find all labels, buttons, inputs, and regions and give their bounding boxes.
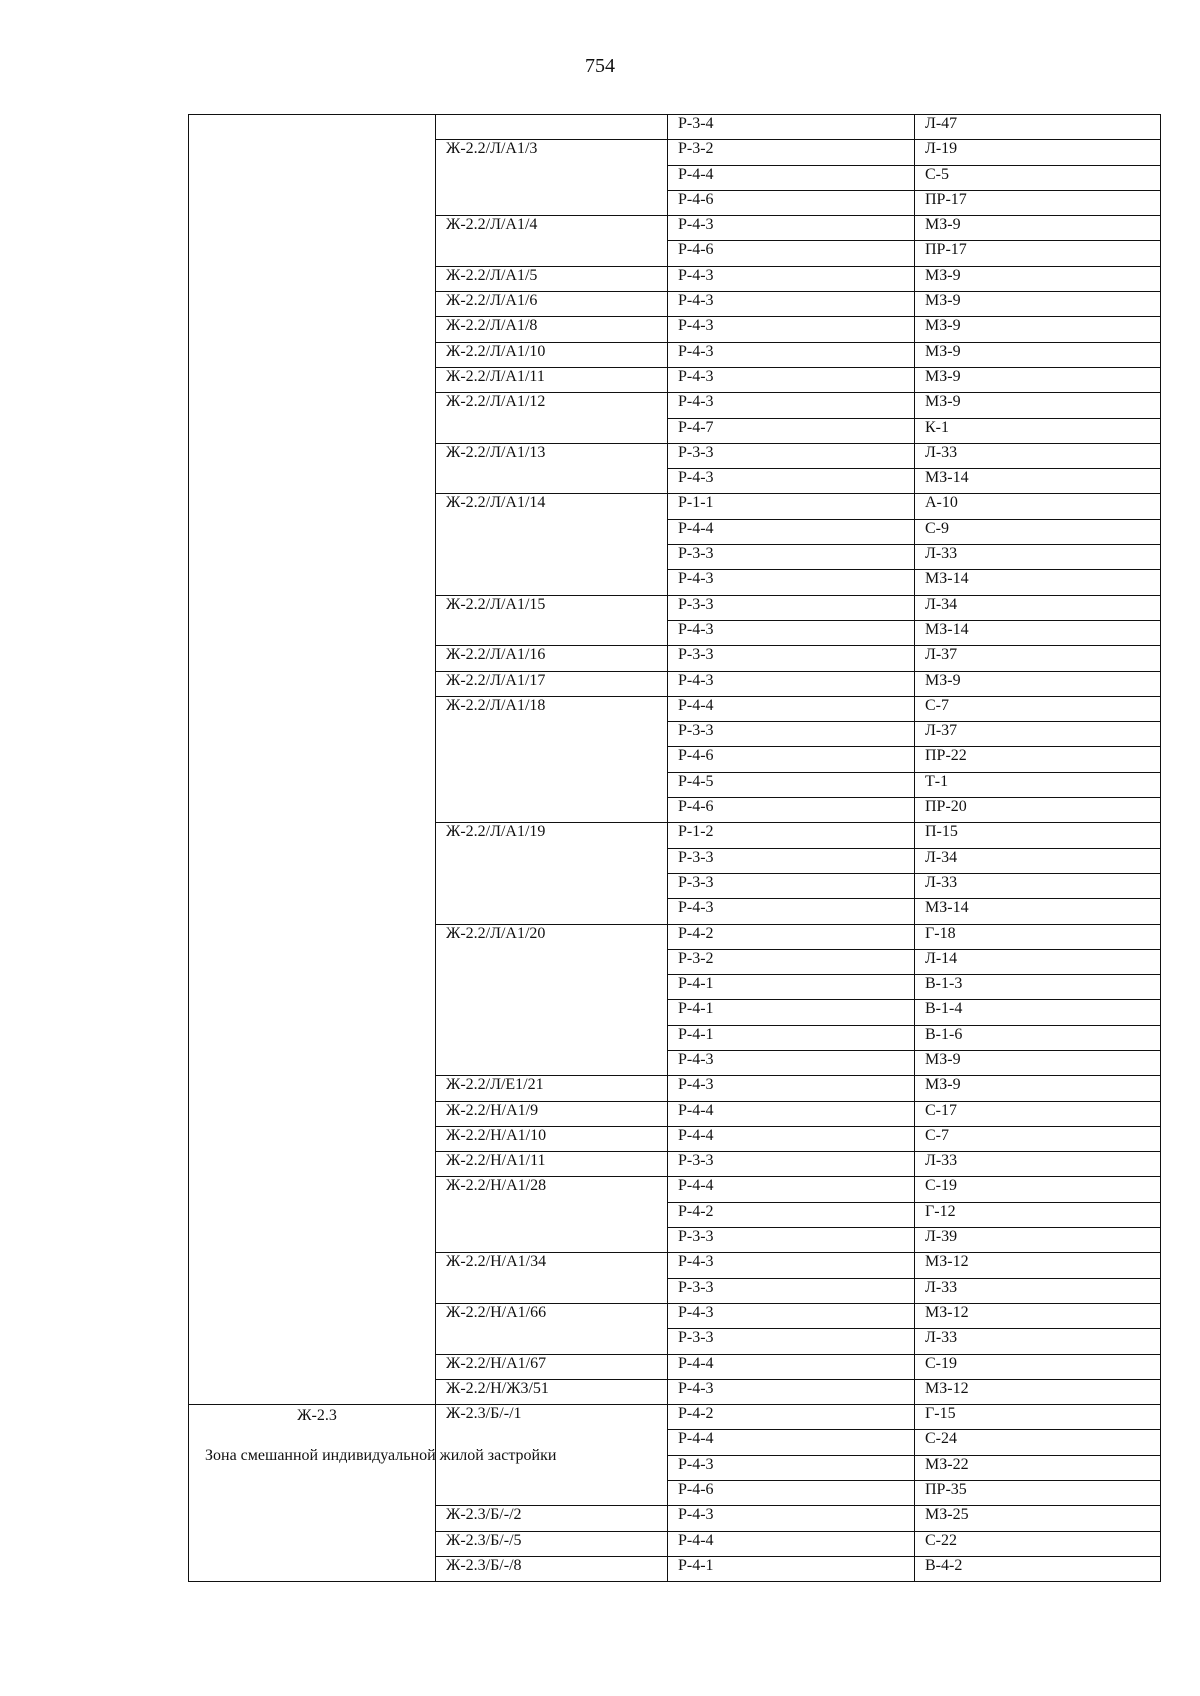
parameter-code-cell: Р-4-7	[668, 418, 915, 443]
object-code-cell: ПР-17	[915, 190, 1161, 215]
parameter-code-cell: Р-4-2	[668, 1405, 915, 1430]
object-code-cell: С-5	[915, 165, 1161, 190]
subzone-cell: Ж-2.2/Л/А1/5	[436, 266, 668, 291]
object-code-cell: Г-18	[915, 924, 1161, 949]
subzone-cell: Ж-2.2/Н/А1/9	[436, 1101, 668, 1126]
subzone-cell: Ж-2.2/Л/Е1/21	[436, 1076, 668, 1101]
parameter-code-cell: Р-4-3	[668, 393, 915, 418]
subzone-cell: Ж-2.2/Н/А1/67	[436, 1354, 668, 1379]
object-code-cell: Г-12	[915, 1202, 1161, 1227]
parameter-code-cell: Р-4-4	[668, 696, 915, 721]
subzone-cell: Ж-2.3/Б/-/2	[436, 1506, 668, 1531]
subzone-cell: Ж-2.2/Л/А1/8	[436, 317, 668, 342]
object-code-cell: МЗ-12	[915, 1379, 1161, 1404]
object-code-cell: МЗ-14	[915, 899, 1161, 924]
parameter-code-cell: Р-4-6	[668, 241, 915, 266]
zone-code: Ж-2.3	[297, 1407, 337, 1425]
zone-name: Зона смешанной индивидуальной жилой застройки	[205, 1447, 557, 1465]
zoning-table-body	[189, 115, 1161, 1582]
subzone-cell: Ж-2.2/Л/А1/3	[436, 140, 668, 216]
parameter-code-cell: Р-4-1	[668, 975, 915, 1000]
parameter-code-cell: Р-4-3	[668, 367, 915, 392]
parameter-code-cell: Р-4-4	[668, 1430, 915, 1455]
parameter-code-cell: Р-4-6	[668, 747, 915, 772]
page-number: 754	[585, 55, 615, 77]
object-code-cell: МЗ-9	[915, 342, 1161, 367]
object-code-cell: МЗ-9	[915, 1076, 1161, 1101]
object-code-cell: Т-1	[915, 772, 1161, 797]
parameter-code-cell: Р-3-3	[668, 1278, 915, 1303]
object-code-cell: В-1-3	[915, 975, 1161, 1000]
object-code-cell: Л-33	[915, 1329, 1161, 1354]
object-code-cell: С-19	[915, 1177, 1161, 1202]
parameter-code-cell: Р-4-4	[668, 1531, 915, 1556]
table-row	[189, 115, 1161, 140]
object-code-cell: Л-33	[915, 1152, 1161, 1177]
zoning-table	[188, 114, 1161, 1582]
object-code-cell: Л-14	[915, 949, 1161, 974]
parameter-code-cell: Р-3-3	[668, 1329, 915, 1354]
object-code-cell: ПР-22	[915, 747, 1161, 772]
parameter-code-cell: Р-4-6	[668, 798, 915, 823]
subzone-cell: Ж-2.2/Н/А1/28	[436, 1177, 668, 1253]
parameter-code-cell: Р-4-2	[668, 924, 915, 949]
object-code-cell: С-17	[915, 1101, 1161, 1126]
parameter-code-cell: Р-4-3	[668, 1076, 915, 1101]
parameter-code-cell: Р-3-3	[668, 1228, 915, 1253]
subzone-cell: Ж-2.2/Л/А1/18	[436, 696, 668, 822]
object-code-cell: С-7	[915, 696, 1161, 721]
subzone-cell: Ж-2.3/Б/-/1	[436, 1405, 668, 1506]
parameter-code-cell: Р-4-1	[668, 1556, 915, 1581]
subzone-cell: Ж-2.2/Л/А1/16	[436, 646, 668, 671]
object-code-cell: МЗ-14	[915, 469, 1161, 494]
parameter-code-cell: Р-4-3	[668, 1050, 915, 1075]
object-code-cell: ПР-20	[915, 798, 1161, 823]
parameter-code-cell: Р-4-3	[668, 1455, 915, 1480]
subzone-cell: Ж-2.2/Л/А1/12	[436, 393, 668, 444]
subzone-cell: Ж-2.2/Н/А1/34	[436, 1253, 668, 1304]
parameter-code-cell: Р-4-3	[668, 671, 915, 696]
parameter-code-cell: Р-4-3	[668, 266, 915, 291]
parameter-code-cell: Р-4-3	[668, 1506, 915, 1531]
object-code-cell: С-7	[915, 1126, 1161, 1151]
subzone-cell: Ж-2.3/Б/-/8	[436, 1556, 668, 1581]
parameter-code-cell: Р-3-3	[668, 595, 915, 620]
object-code-cell: К-1	[915, 418, 1161, 443]
object-code-cell: МЗ-9	[915, 671, 1161, 696]
parameter-code-cell: Р-4-4	[668, 519, 915, 544]
parameter-code-cell: Р-4-1	[668, 1025, 915, 1050]
subzone-cell: Ж-2.2/Л/А1/19	[436, 823, 668, 924]
object-code-cell: МЗ-25	[915, 1506, 1161, 1531]
parameter-code-cell: Р-4-3	[668, 342, 915, 367]
parameter-code-cell: Р-4-2	[668, 1202, 915, 1227]
parameter-code-cell: Р-4-5	[668, 772, 915, 797]
parameter-code-cell: Р-3-3	[668, 722, 915, 747]
object-code-cell: Л-47	[915, 115, 1161, 140]
parameter-code-cell: Р-4-4	[668, 165, 915, 190]
subzone-cell: Ж-2.2/Л/А1/11	[436, 367, 668, 392]
zone-cell-previous	[189, 115, 436, 1405]
parameter-code-cell: Р-3-3	[668, 646, 915, 671]
subzone-cell: Ж-2.3/Б/-/5	[436, 1531, 668, 1556]
object-code-cell: Л-33	[915, 1278, 1161, 1303]
object-code-cell: Л-34	[915, 848, 1161, 873]
parameter-code-cell: Р-4-3	[668, 570, 915, 595]
parameter-code-cell: Р-4-6	[668, 1481, 915, 1506]
parameter-code-cell: Р-4-3	[668, 1253, 915, 1278]
object-code-cell: Л-33	[915, 873, 1161, 898]
object-code-cell: Л-33	[915, 545, 1161, 570]
object-code-cell: В-1-6	[915, 1025, 1161, 1050]
subzone-cell: Ж-2.2/Л/А1/13	[436, 443, 668, 494]
object-code-cell: С-24	[915, 1430, 1161, 1455]
parameter-code-cell: Р-1-1	[668, 494, 915, 519]
subzone-cell: Ж-2.2/Н/Ж3/51	[436, 1379, 668, 1404]
parameter-code-cell: Р-3-2	[668, 140, 915, 165]
object-code-cell: Л-19	[915, 140, 1161, 165]
subzone-cell: Ж-2.2/Н/А1/10	[436, 1126, 668, 1151]
object-code-cell: Л-33	[915, 443, 1161, 468]
parameter-code-cell: Р-3-3	[668, 873, 915, 898]
object-code-cell: С-9	[915, 519, 1161, 544]
parameter-code-cell: Р-4-3	[668, 216, 915, 241]
parameter-code-cell: Р-4-4	[668, 1101, 915, 1126]
subzone-cell: Ж-2.2/Л/А1/10	[436, 342, 668, 367]
parameter-code-cell: Р-4-4	[668, 1177, 915, 1202]
parameter-code-cell: Р-4-3	[668, 1379, 915, 1404]
object-code-cell: МЗ-9	[915, 292, 1161, 317]
subzone-cell: Ж-2.2/Л/А1/15	[436, 595, 668, 646]
parameter-code-cell: Р-4-3	[668, 317, 915, 342]
object-code-cell: С-19	[915, 1354, 1161, 1379]
parameter-code-cell: Р-4-3	[668, 469, 915, 494]
parameter-code-cell: Р-4-4	[668, 1354, 915, 1379]
subzone-cell: Ж-2.2/Л/А1/6	[436, 292, 668, 317]
parameter-code-cell: Р-1-2	[668, 823, 915, 848]
parameter-code-cell: Р-4-1	[668, 1000, 915, 1025]
parameter-code-cell: Р-4-6	[668, 190, 915, 215]
object-code-cell: Л-39	[915, 1228, 1161, 1253]
object-code-cell: МЗ-9	[915, 266, 1161, 291]
object-code-cell: Л-37	[915, 646, 1161, 671]
parameter-code-cell: Р-4-3	[668, 1303, 915, 1328]
object-code-cell: МЗ-9	[915, 216, 1161, 241]
parameter-code-cell: Р-3-3	[668, 848, 915, 873]
subzone-cell: Ж-2.2/Н/А1/11	[436, 1152, 668, 1177]
parameter-code-cell: Р-3-4	[668, 115, 915, 140]
object-code-cell: МЗ-9	[915, 317, 1161, 342]
object-code-cell: МЗ-22	[915, 1455, 1161, 1480]
object-code-cell: МЗ-12	[915, 1303, 1161, 1328]
subzone-cell: Ж-2.2/Л/А1/20	[436, 924, 668, 1076]
parameter-code-cell: Р-4-3	[668, 620, 915, 645]
object-code-cell: МЗ-9	[915, 367, 1161, 392]
object-code-cell: МЗ-14	[915, 570, 1161, 595]
parameter-code-cell: Р-4-4	[668, 1126, 915, 1151]
object-code-cell: ПР-35	[915, 1481, 1161, 1506]
subzone-cell: Ж-2.2/Л/А1/17	[436, 671, 668, 696]
object-code-cell: МЗ-9	[915, 1050, 1161, 1075]
object-code-cell: МЗ-9	[915, 393, 1161, 418]
object-code-cell: В-4-2	[915, 1556, 1161, 1581]
parameter-code-cell: Р-3-2	[668, 949, 915, 974]
parameter-code-cell: Р-3-3	[668, 443, 915, 468]
object-code-cell: В-1-4	[915, 1000, 1161, 1025]
object-code-cell: С-22	[915, 1531, 1161, 1556]
object-code-cell: Л-34	[915, 595, 1161, 620]
object-code-cell: Г-15	[915, 1405, 1161, 1430]
object-code-cell: МЗ-12	[915, 1253, 1161, 1278]
parameter-code-cell: Р-4-3	[668, 292, 915, 317]
parameter-code-cell: Р-3-3	[668, 545, 915, 570]
subzone-cell: Ж-2.2/Л/А1/14	[436, 494, 668, 595]
subzone-cell	[436, 115, 668, 140]
object-code-cell: П-15	[915, 823, 1161, 848]
subzone-cell: Ж-2.2/Л/А1/4	[436, 216, 668, 267]
table-row	[189, 1405, 1161, 1430]
parameter-code-cell: Р-3-3	[668, 1152, 915, 1177]
parameter-code-cell: Р-4-3	[668, 899, 915, 924]
object-code-cell: А-10	[915, 494, 1161, 519]
object-code-cell: ПР-17	[915, 241, 1161, 266]
object-code-cell: МЗ-14	[915, 620, 1161, 645]
subzone-cell: Ж-2.2/Н/А1/66	[436, 1303, 668, 1354]
object-code-cell: Л-37	[915, 722, 1161, 747]
